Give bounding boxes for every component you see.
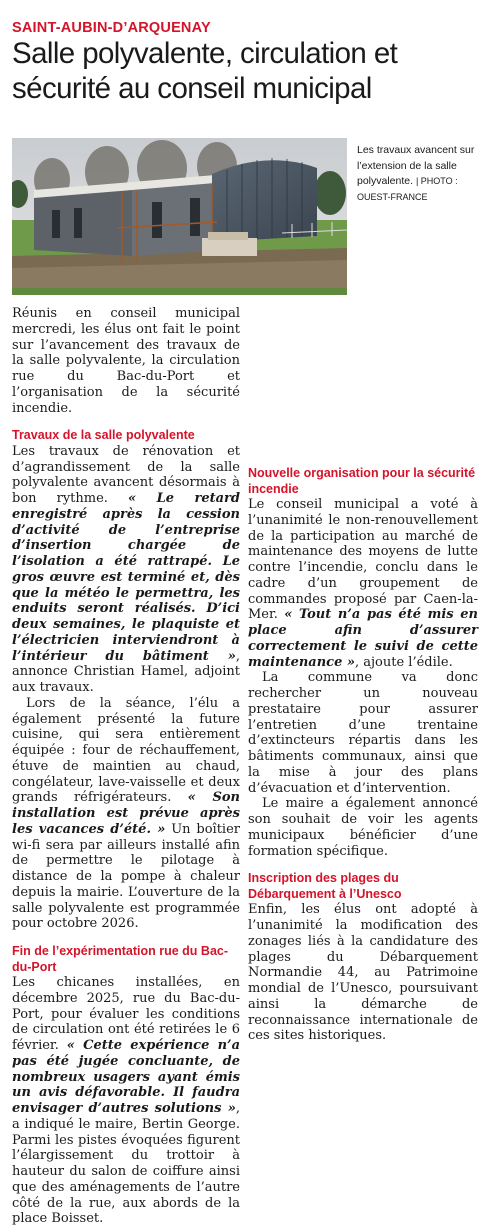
text-span: , annonce Christian Hamel, adjoint aux travaux.: [12, 648, 240, 695]
article-column-right: [248, 306, 478, 1044]
article-photo: [12, 138, 347, 295]
paragraph-salle-1: [12, 444, 240, 696]
headline: Salle polyvalente, circulation et sécurité au conseil municipal: [12, 37, 398, 105]
caption-credit: | PHOTO :: [415, 176, 458, 186]
text-span: , a indiqué le maire, Bertin George. Parmi les pistes évoquées figurent l’élargissement du trottoir à hauteur du salon de coiffure ainsi que des aménagements de l’autre côté de la rue, aux abords de la place Boisset.: [12, 1101, 240, 1227]
paragraph-unesco: Enfin, les élus ont adopté à l’unanimité la modification des zonages liés à la candidature des plages du Débarquement Normandie 44, au Patrimoine mondial de l’Unesco, poursuivant ainsi la démarche de reconnaissance internationale de ces sites historiques.: [248, 902, 478, 1044]
subheading-securite: Nouvelle organisation pour la sécurité incendie: [248, 466, 476, 496]
caption-credit-source: OUEST-FRANCE: [357, 191, 428, 202]
quote-span: « Son installation est prévue après les vacances d’été. »: [12, 790, 240, 837]
text-span: Le conseil municipal a voté à l’unanimité le non-renouvellement de la participation au marché de maintenance des moyens de lutte contre l’incendie, conclu dans le cadre d’un groupement de commandes proposé par Caen-la-Mer.: [248, 497, 478, 623]
paragraph-bac-du-port: [12, 975, 240, 1227]
text-span: Un boîtier wi-fi sera par ailleurs installé afin de permettre le pilotage à distance de la pompe à chaleur depuis la mairie. L’ouverture de la salle polyvalente est programmée pour octobre 2026.: [12, 821, 240, 932]
quote-span: « Cette expérience n’a pas été jugée concluante, de nombreux usagers ayant émis un avis défavorable. Il faudra envisager d’autres solutions »: [12, 1038, 240, 1116]
paragraph-securite-1: [248, 497, 478, 670]
text-span: Les chicanes installées, en décembre 2025, rue du Bac-du-Port, pour évaluer les conditions de circulation ont été retirées le 6 février.: [12, 975, 240, 1053]
quote-span: « Tout n’a pas été mis en place afin d’assurer correctement le suivi de cette maintenance »: [248, 607, 478, 670]
column-flow-spacer: [248, 306, 478, 460]
subheading-bac-du-port: Fin de l’expérimentation rue du Bac-du-Port: [12, 944, 229, 974]
intro-paragraph: Réunis en conseil municipal mercredi, les élus ont fait le point sur l’avancement des travaux de la salle polyvalente, la circulation rue du Bac-du-Port et l’organisation de la sécurité incendie.: [12, 306, 240, 416]
kicker-location: SAINT-AUBIN-D’ARQUENAY: [12, 20, 211, 36]
text-span: , ajoute l’édile.: [355, 654, 453, 670]
quote-span: « Le retard enregistré après la cession d’activité de l’entreprise d’insertion chargée de l’isolation a été rattrapé. Le gros œuvre est terminé et, dès que la météo le permettra, les enduits seront réalisés. D’ici deux semaines, le plaquiste et l’électricien interviendront à l’intérieur du bâtiment »: [12, 491, 240, 664]
photo-caption: [357, 143, 481, 205]
paragraph-securite-2: La commune va donc rechercher un nouveau prestataire pour assurer l’entretien d’une trentaine d’extincteurs répartis dans les bâtiments communaux, ainsi que la mise à jour des plans d’évacuation et d’intervention.: [248, 670, 478, 796]
text-span: Lors de la séance, l’élu a également présenté la future cuisine, qui sera entièrement équipée : four de réchauffement, étuve de maintien au chaud, congélateur, lave-vaisselle et deux grands réfrigérateurs.: [12, 695, 240, 806]
paragraph-salle-2: [12, 696, 240, 932]
text-span: Les travaux de rénovation et d’agrandissement de la salle polyvalente avancent désormais à bon rythme.: [12, 443, 240, 506]
caption-text: Les travaux avancent sur l’extension de la salle polyvalente.: [357, 144, 475, 187]
article-column-left: [12, 306, 240, 1227]
paragraph-securite-3: Le maire a également annoncé son souhait de voir les agents municipaux bénéficier d’une formation spécifique.: [248, 796, 478, 859]
subheading-unesco: Inscription des plages du Débarquement à l’Unesco: [248, 871, 402, 901]
subheading-salle: Travaux de la salle polyvalente: [12, 428, 195, 443]
